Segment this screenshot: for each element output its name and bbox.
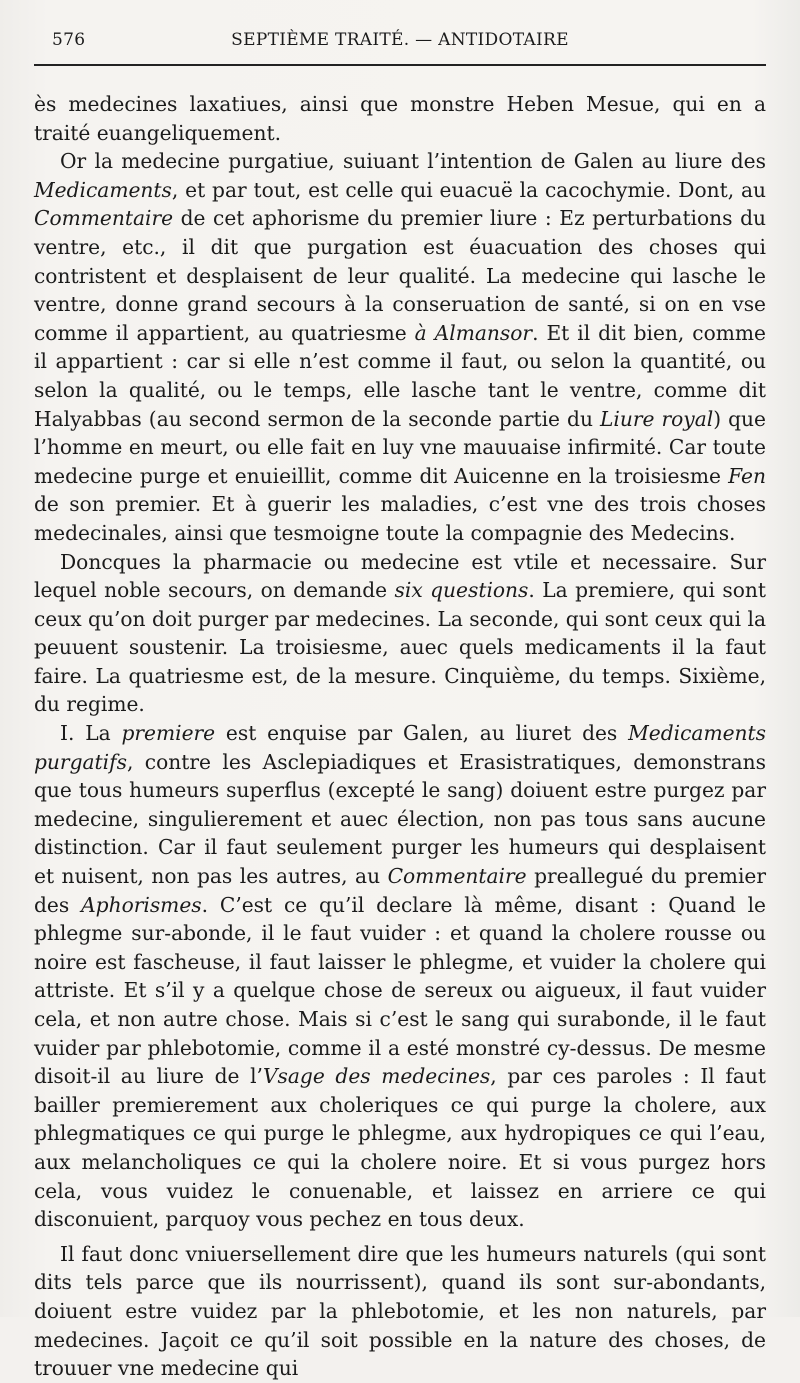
- paragraph-1: ès medecines laxatiues, ainsi que monstre Heben Mesue, qui en a traité euangeliquement.: [34, 92, 766, 145]
- citation: Aphorismes: [81, 892, 202, 917]
- citation: Fen: [728, 463, 766, 488]
- header-rule: [34, 64, 766, 66]
- paragraph-5: Il faut donc vniuersellement dire que les humeurs naturels (qui sont dits tels parce que ils nourrissent), quand ils sont sur-abondants, doiuent estre vuidez par la phlebotomie, et les non naturels, par medecines. Jaçoit ce qu’il soit possible en la nature des choses, de trouuer vne medecine qui: [34, 1241, 766, 1381]
- page-number: 576: [52, 30, 86, 50]
- emphasis: premiere: [121, 721, 216, 746]
- citation: Liure royal: [600, 406, 714, 431]
- page-header: [34, 30, 766, 56]
- body-text: [34, 90, 766, 1383]
- paragraph-2: Or la medecine purgatiue, suiuant l’intention de Galen au liure des Medicaments, et par tout, est celle qui euacuë la cacochymie. Dont, au Commentaire de cet aphorisme du premier liure : Ez perturbations du ventre, etc., il dit que purgation est éuacuation des choses qui contristent et desplaisent de leur qualité. La medecine qui lasche le ventre, donne grand secours à la conseruation de santé, si on en vse comme il appartient, au quatriesme à Almansor. Et il dit bien, comme il appartient : car si elle n’est comme il faut, ou selon la quantité, ou selon la qualité, ou le temps, elle lasche tant le ventre, comme dit Halyabbas (au second sermon de la seconde partie du Liure royal) que l’homme en meurt, ou elle fait en luy vne mauuaise infirmité. Car toute medecine purge et enuieillit, comme dit Auicenne en la troisiesme Fen de son premier. Et à guerir les maladies, c’est vne des trois choses medecinales, ainsi que tesmoigne toute la compagnie des Medecins.: [34, 149, 766, 545]
- citation: Medicaments: [34, 177, 172, 202]
- citation: Commentaire: [34, 206, 174, 231]
- paragraph-4: I. La premiere est enquise par Galen, au liuret des Medicaments purgatifs, contre les Asclepiadiques et Erasistratiques, demonstrans que tous humeurs superflus (excepté le sang) doiuent estre purgez par medecine, singulierement et auec élection, non pas tous sans aucune distinction. Car il faut seulement purger les humeurs qui desplaisent et nuisent, non pas les autres, au Commentaire preallegué du premier des Aphorismes. C’est ce qu’il declare là même, disant : Quand le phlegme sur-abonde, il le faut vuider : et quand la cholere rousse ou noire est fascheuse, il faut laisser le phlegme, et vuider la cholere qui attriste. Et s’il y a quelque chose de sereux ou aigueux, il faut vuider cela, et non autre chose. Mais si c’est le sang qui surabonde, il le faut vuider par phlebotomie, comme il a esté monstré cy-dessus. De mesme disoit-il au liure de l’Vsage des medecines, par ces paroles : Il faut bailler premierement aux choleriques ce qui purge la cholere, aux phlegmatiques ce qui purge le phlegme, aux hydropiques ce qui l’eau, aux melancholiques ce qui la cholere noire. Et si vous purgez hors cela, vous vuidez le conuenable, et laissez en arriere ce qui disconuient, parquoy vous pechez en tous deux.: [34, 721, 767, 1232]
- citation: Vsage des medecines: [262, 1064, 491, 1089]
- emphasis: six questions: [394, 578, 529, 603]
- paragraph-3: Doncques la pharmacie ou medecine est vtile et necessaire. Sur lequel noble secours, on demande six questions. La premiere, qui sont ceux qu’on doit purger par medecines. La seconde, qui sont ceux qui la peuuent soustenir. La troisiesme, auec quels medicaments il la faut faire. La quatriesme est, de la mesure. Cinquième, du temps. Sixième, du regime.: [34, 549, 766, 717]
- running-title: SEPTIÈME TRAITÉ. — ANTIDOTAIRE: [231, 30, 569, 50]
- citation: Commentaire: [387, 864, 527, 889]
- citation: Medicaments purgatifs: [34, 721, 767, 774]
- citation: à Almansor: [414, 320, 533, 345]
